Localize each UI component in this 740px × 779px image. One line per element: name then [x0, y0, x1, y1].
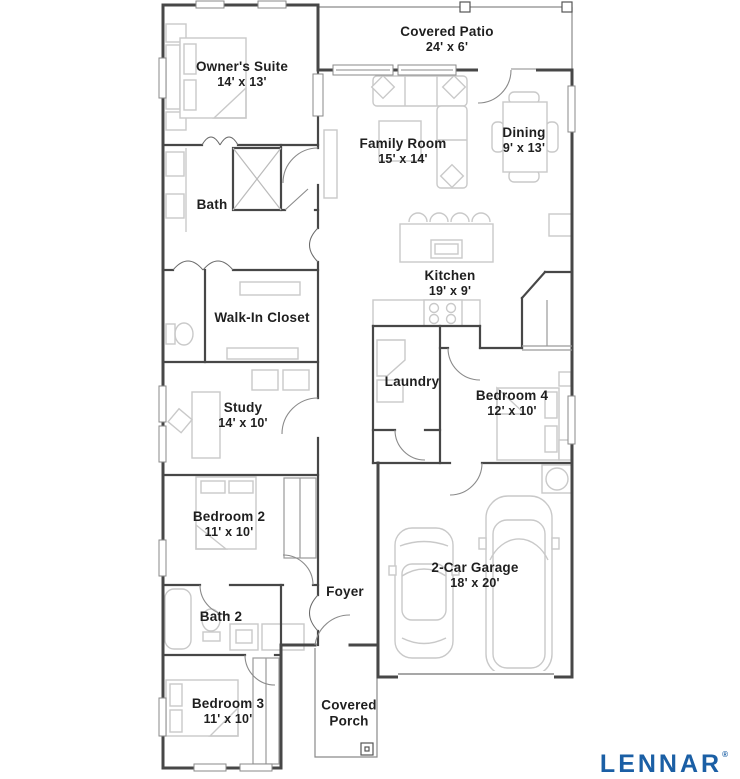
room-label-bath2: Bath 2 — [199, 609, 243, 625]
room-label-bedroom4: Bedroom 4 12' x 10' — [475, 388, 549, 418]
water-heater-icon — [542, 465, 572, 493]
bedroom4-closet — [522, 300, 572, 350]
bath-vanity-icon — [166, 148, 186, 232]
kitchen-counter-icon — [373, 300, 480, 326]
console-table-icon — [324, 130, 337, 198]
room-label-bedroom3: Bedroom 3 11' x 10' — [191, 696, 265, 726]
room-label-owners-suite: Owner's Suite 14' x 13' — [195, 59, 289, 89]
room-label-study: Study 14' x 10' — [218, 400, 268, 430]
refrigerator-cabinet-icon — [549, 214, 572, 236]
lennar-logo-text: LENNAR — [599, 750, 723, 778]
room-label-foyer: Foyer — [326, 584, 364, 600]
lennar-logo — [600, 750, 728, 779]
kitchen-island-icon — [400, 213, 493, 262]
room-label-family-room: Family Room 15' x 14' — [359, 136, 447, 166]
toilet-icon — [166, 323, 193, 345]
room-label-bath: Bath — [196, 197, 228, 213]
garage-door — [398, 671, 554, 682]
sedan-car-icon — [389, 528, 459, 658]
registered-trademark-icon: ® — [722, 750, 728, 759]
room-label-garage: 2-Car Garage 18' x 20' — [431, 560, 519, 590]
room-label-dining: Dining 9' x 13' — [502, 125, 546, 155]
laundry-counter-icon — [377, 340, 405, 402]
room-label-kitchen: Kitchen 19' x 9' — [424, 268, 476, 298]
shower-icon — [233, 148, 281, 210]
room-label-laundry: Laundry — [384, 374, 440, 390]
family-room-sofa-icon — [372, 76, 467, 188]
room-label-bedroom2: Bedroom 2 11' x 10' — [192, 509, 266, 539]
room-label-covered-porch: Covered Porch — [321, 697, 377, 728]
room-label-covered-patio: Covered Patio 24' x 6' — [400, 24, 494, 54]
bathtub-icon — [165, 589, 191, 649]
room-label-walk-in-closet: Walk-In Closet — [214, 310, 310, 326]
bedroom2-closet — [284, 478, 316, 558]
